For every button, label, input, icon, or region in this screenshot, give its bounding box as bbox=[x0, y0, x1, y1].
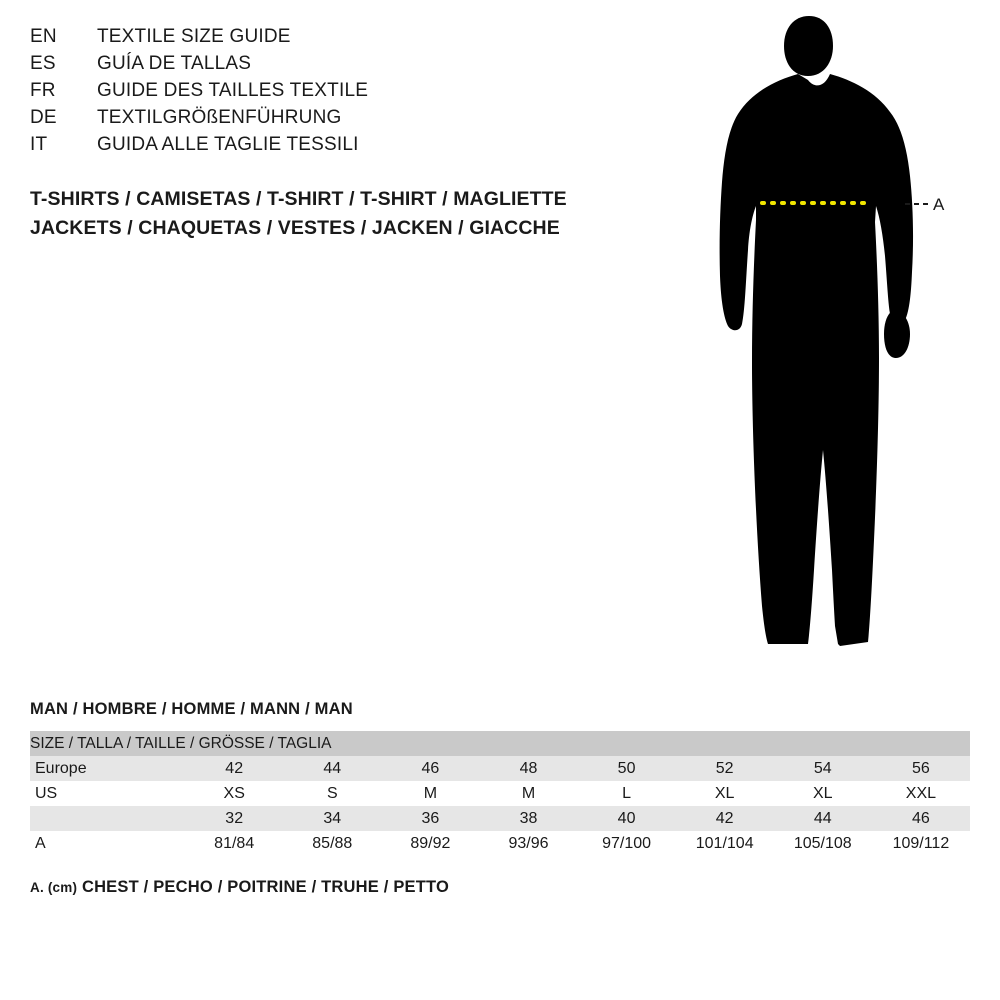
size-table-area bbox=[30, 700, 970, 897]
cell-a-1: 85/88 bbox=[312, 834, 353, 852]
row-label-europe: Europe bbox=[35, 759, 87, 777]
silhouette-figure bbox=[690, 10, 990, 660]
cell-europe-2: 46 bbox=[421, 759, 440, 777]
cell-europe-1: 44 bbox=[323, 759, 342, 777]
footnote-unit: A. (cm) bbox=[30, 880, 78, 895]
cell-numeric-1: 34 bbox=[323, 809, 342, 827]
cell-numeric-4: 40 bbox=[617, 809, 636, 827]
cell-a-6: 105/108 bbox=[793, 834, 852, 852]
language-row-fr bbox=[30, 80, 650, 107]
language-row-de bbox=[30, 107, 650, 134]
table-row bbox=[30, 781, 970, 806]
language-code-it: IT bbox=[30, 134, 48, 155]
man-silhouette-icon bbox=[690, 10, 990, 660]
cell-europe-3: 48 bbox=[519, 759, 538, 777]
cell-us-4: L bbox=[622, 784, 632, 802]
cell-numeric-5: 42 bbox=[715, 809, 734, 827]
cell-a-3: 93/96 bbox=[508, 834, 549, 852]
cell-a-5: 101/104 bbox=[695, 834, 754, 852]
cell-a-7: 109/112 bbox=[892, 834, 950, 852]
row-label-a: A bbox=[35, 834, 46, 852]
measure-leader-line bbox=[905, 203, 929, 205]
measure-label-a: A bbox=[933, 195, 945, 214]
row-label-numeric bbox=[30, 806, 185, 831]
size-table bbox=[30, 731, 970, 856]
cell-a-2: 89/92 bbox=[410, 834, 451, 852]
language-text-es: GUÍA DE TALLAS bbox=[97, 53, 252, 74]
cell-us-7: XXL bbox=[905, 784, 937, 802]
cell-us-6: XL bbox=[812, 784, 833, 802]
cell-us-0: XS bbox=[223, 784, 245, 802]
language-row-en bbox=[30, 26, 650, 53]
table-row bbox=[30, 806, 970, 831]
garment-type-lines bbox=[30, 185, 567, 243]
language-text-en: TEXTILE SIZE GUIDE bbox=[97, 26, 291, 47]
cell-us-5: XL bbox=[714, 784, 735, 802]
table-caption: MAN / HOMBRE / HOMME / MANN / MAN bbox=[30, 700, 353, 718]
table-header-row bbox=[30, 731, 970, 756]
footnote-text: CHEST / PECHO / POITRINE / TRUHE / PETTO bbox=[81, 878, 450, 896]
garment-line-jackets: JACKETS / CHAQUETAS / VESTES / JACKEN / GIACCHE bbox=[30, 217, 560, 239]
cell-numeric-6: 44 bbox=[813, 809, 832, 827]
cell-numeric-0: 32 bbox=[225, 809, 244, 827]
language-title-block bbox=[30, 26, 650, 161]
cell-us-3: M bbox=[521, 784, 536, 802]
cell-europe-5: 52 bbox=[715, 759, 734, 777]
cell-europe-4: 50 bbox=[617, 759, 636, 777]
language-row-es bbox=[30, 53, 650, 80]
cell-us-1: S bbox=[326, 784, 338, 802]
language-code-es: ES bbox=[30, 53, 56, 74]
cell-numeric-3: 38 bbox=[519, 809, 538, 827]
cell-numeric-2: 36 bbox=[421, 809, 440, 827]
language-row-it bbox=[30, 134, 650, 161]
language-text-fr: GUIDE DES TAILLES TEXTILE bbox=[97, 80, 369, 101]
language-text-it: GUIDA ALLE TAGLIE TESSILI bbox=[97, 134, 359, 155]
cell-numeric-7: 46 bbox=[912, 809, 930, 827]
language-text-de: TEXTILGRÖßENFÜHRUNG bbox=[97, 107, 342, 128]
row-label-us: US bbox=[35, 784, 58, 802]
cell-us-2: M bbox=[423, 784, 438, 802]
cell-europe-7: 56 bbox=[912, 759, 930, 777]
language-code-en: EN bbox=[30, 26, 57, 47]
table-row bbox=[30, 831, 970, 856]
language-code-fr: FR bbox=[30, 80, 56, 101]
table-footnote bbox=[30, 878, 970, 897]
cell-a-4: 97/100 bbox=[602, 834, 652, 852]
cell-europe-0: 42 bbox=[225, 759, 244, 777]
garment-line-tshirts: T-SHIRTS / CAMISETAS / T-SHIRT / T-SHIRT / MAGLIETTE bbox=[30, 188, 567, 210]
language-code-de: DE bbox=[30, 107, 57, 128]
table-header-label: SIZE / TALLA / TAILLE / GRÖSSE / TAGLIA bbox=[30, 734, 332, 752]
cell-a-0: 81/84 bbox=[214, 834, 255, 852]
table-row bbox=[30, 756, 970, 781]
cell-europe-6: 54 bbox=[813, 759, 832, 777]
